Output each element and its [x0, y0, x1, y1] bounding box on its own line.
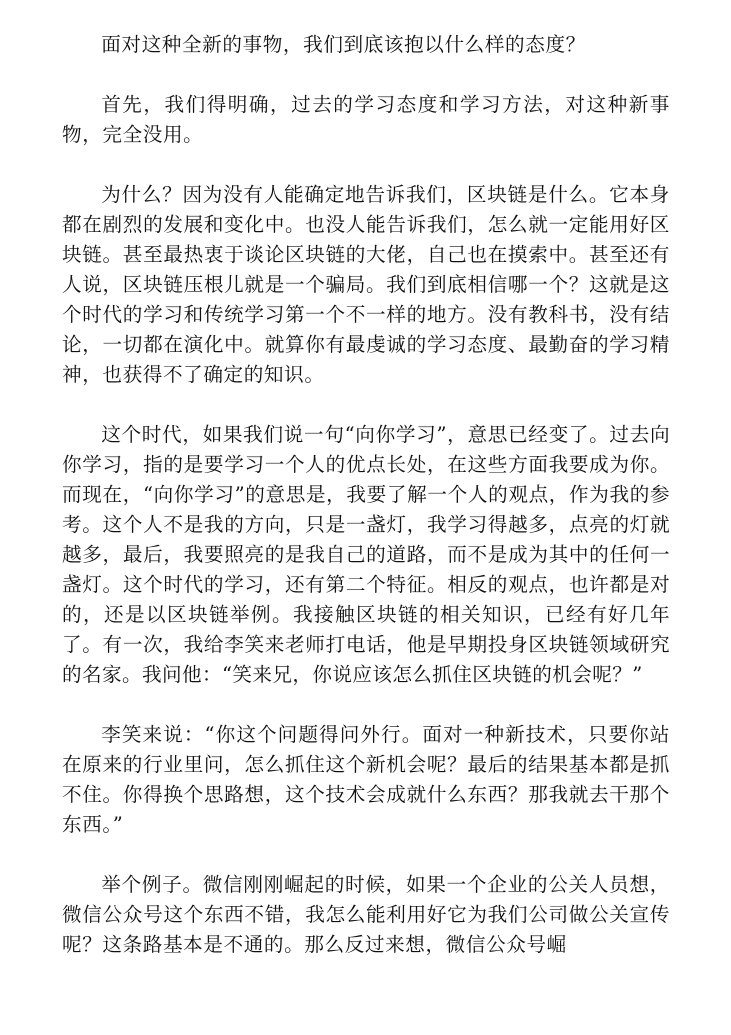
paragraph-li-xiaolai-quote: 李笑来说：“你这个问题得问外行。面对一种新技术，只要你站在原来的行业里问，怎么抓住这个新机会呢？最后的结果基本都是抓不住。你得换个思路想，这个技术会成就什么东西？那我就去干那个东西。” — [62, 723, 670, 836]
paragraph-why: 为什么？因为没有人能确定地告诉我们，区块链是什么。它本身都在剧烈的发展和变化中。也没人能告诉我们，怎么就一定能用好区块链。甚至最热衷于谈论区块链的大佬，自己也在摸索中。甚至还有人说，区块链压根儿就是一个骗局。我们到底相信哪一个？这就是这个时代的学习和传统学习第一个不一样的地方。没有教科书，没有结论，一切都在演化中。就算你有最虔诚的学习态度、最勤奋的学习精神，也获得不了确定的知识。 — [62, 183, 670, 386]
paragraph-learn-from-you: 这个时代，如果我们说一句“向你学习”，意思已经变了。过去向你学习，指的是要学习一个人的优点长处，在这些方面我要成为你。而现在，“向你学习”的意思是，我要了解一个人的观点，作为我的参考。这个人不是我的方向，只是一盏灯，我学习得越多，点亮的灯就越多，最后，我要照亮的是我自己的道路，而不是成为其中的任何一盏灯。这个时代的学习，还有第二个特征。相反的观点，也许都是对的，还是以区块链举例。我接触区块链的相关知识，已经有好几年了。有一次，我给李笑来老师打电话，他是早期投身区块链领域研究的名家。我问他：“笑来兄，你说应该怎么抓住区块链的机会呢？” — [62, 423, 670, 686]
paragraph-first-point: 首先，我们得明确，过去的学习态度和学习方法，对这种新事物，完全没用。 — [62, 93, 670, 146]
document-page — [62, 30, 670, 990]
paragraph-question: 面对这种全新的事物，我们到底该抱以什么样的态度？ — [101, 33, 586, 56]
paragraph-wechat-example: 举个例子。微信刚刚崛起的时候，如果一个企业的公关人员想，微信公众号这个东西不错，我怎么能利用好它为我们公司做公关宣传呢？这条路基本是不通的。那么反过来想，微信公众号崛 — [62, 873, 670, 956]
